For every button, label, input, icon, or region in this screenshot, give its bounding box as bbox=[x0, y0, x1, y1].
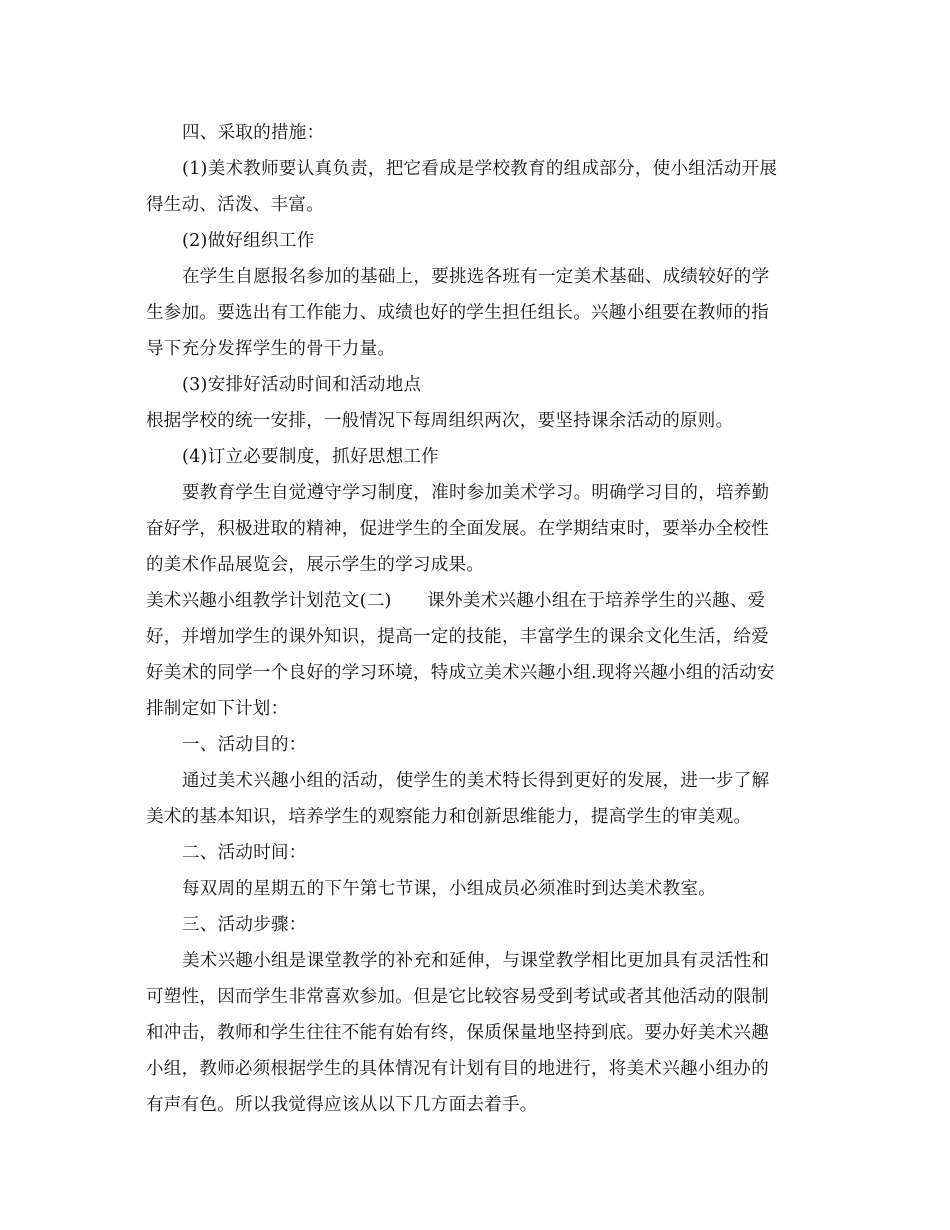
paragraph-line: 奋好学，积极进取的精神，促进学生的全面发展。在学期结束时，要举办全校性 bbox=[146, 519, 769, 539]
item-3-heading: (3)安排好活动时间和活动地点 bbox=[182, 375, 422, 395]
section-heading-time: 二、活动时间： bbox=[182, 843, 307, 863]
section-heading-steps: 三、活动步骤： bbox=[182, 915, 307, 935]
section-title-line: 美术兴趣小组教学计划范文(二) 课外美术兴趣小组在于培养学生的兴趣、爱 bbox=[146, 591, 766, 611]
paragraph-line: 美术的基本知识，培养学生的观察能力和创新思维能力，提高学生的审美观。 bbox=[146, 807, 752, 827]
paragraph-line: 生参加。要选出有工作能力、成绩也好的学生担任组长。兴趣小组要在教师的指 bbox=[146, 303, 769, 323]
paragraph-line: 有声有色。所以我觉得应该从以下几方面去着手。 bbox=[146, 1095, 538, 1115]
paragraph-line: 根据学校的统一安排，一般情况下每周组织两次，要坚持课余活动的原则。 bbox=[146, 411, 734, 431]
paragraph-line: 通过美术兴趣小组的活动，使学生的美术特长得到更好的发展，进一步了解 bbox=[182, 771, 770, 791]
paragraph-line: 导下充分发挥学生的骨干力量。 bbox=[146, 339, 396, 359]
paragraph-line: 每双周的星期五的下午第七节课，小组成员必须准时到达美术教室。 bbox=[182, 879, 716, 899]
paragraph-line: 和冲击，教师和学生往往不能有始有终，保质保量地坚持到底。要办好美术兴趣 bbox=[146, 1023, 769, 1043]
paragraph-line: 可塑性，因而学生非常喜欢参加。但是它比较容易受到考试或者其他活动的限制 bbox=[146, 987, 769, 1007]
paragraph-line: 在学生自愿报名参加的基础上，要挑选各班有一定美术基础、成绩较好的学 bbox=[182, 267, 770, 287]
paragraph-line: 美术兴趣小组是课堂教学的补充和延伸，与课堂教学相比更加具有灵活性和 bbox=[182, 951, 770, 971]
item-1-text-cont: 得生动、活泼、丰富。 bbox=[146, 195, 324, 215]
paragraph-line: 要教育学生自觉遵守学习制度，准时参加美术学习。明确学习目的，培养勤 bbox=[182, 483, 770, 503]
paragraph-line: 排制定如下计划： bbox=[146, 699, 289, 719]
item-2-heading: (2)做好组织工作 bbox=[182, 231, 315, 251]
paragraph-line: 的美术作品展览会，展示学生的学习成果。 bbox=[146, 555, 485, 575]
paragraph-line: 好，并增加学生的课外知识，提高一定的技能，丰富学生的课余文化生活，给爱 bbox=[146, 627, 769, 647]
paragraph-line: 好美术的同学一个良好的学习环境，特成立美术兴趣小组.现将兴趣小组的活动安 bbox=[146, 663, 775, 683]
section-heading-measures: 四、采取的措施： bbox=[182, 123, 325, 143]
item-4-heading: (4)订立必要制度，抓好思想工作 bbox=[182, 447, 440, 467]
section-heading-purpose: 一、活动目的： bbox=[182, 735, 307, 755]
item-1-text: (1)美术教师要认真负责，把它看成是学校教育的组成部分，使小组活动开展 bbox=[182, 159, 778, 179]
paragraph-line: 小组，教师必须根据学生的具体情况有计划有目的地进行，将美术兴趣小组办的 bbox=[146, 1059, 769, 1079]
